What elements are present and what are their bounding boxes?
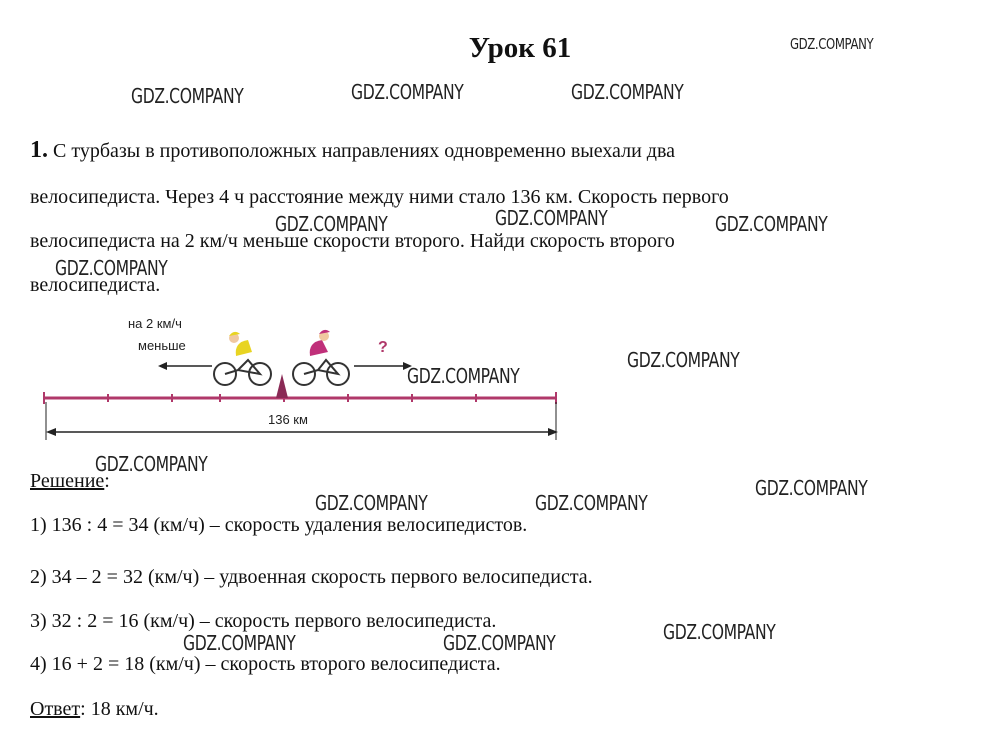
watermark: GDZ.COMPANY xyxy=(315,491,428,515)
distance-arrow-left-icon xyxy=(46,428,56,436)
answer-label: Ответ xyxy=(30,698,81,720)
watermark: GDZ.COMPANY xyxy=(95,452,208,476)
problem-line-2: велосипедиста. Через 4 ч расстояние между ними стало 136 км. Скорость первого xyxy=(30,186,729,208)
problem-line-3: велосипедиста на 2 км/ч меньше скорости второго. Найди скорость второго xyxy=(30,230,675,252)
watermark: GDZ.COMPANY xyxy=(55,256,168,280)
watermark: GDZ.COMPANY xyxy=(131,84,244,108)
watermark: GDZ.COMPANY xyxy=(183,631,296,655)
watermark: GDZ.COMPANY xyxy=(571,80,684,104)
solution-step-1: 1) 136 : 4 = 34 (км/ч) – скорость удаления велосипедистов. xyxy=(30,514,528,536)
slower-label-line-2: меньше xyxy=(138,338,186,353)
answer-line xyxy=(30,698,159,721)
start-marker-icon xyxy=(276,374,288,398)
watermark: GDZ.COMPANY xyxy=(535,491,648,515)
solution-step-4: 4) 16 + 2 = 18 (км/ч) – скорость второго велосипедиста. xyxy=(30,653,501,675)
slower-label-line-1: на 2 км/ч xyxy=(128,316,182,331)
problem-text-1: С турбазы в противоположных направлениях одновременно выехали два xyxy=(53,140,676,162)
slow-arrow-head-icon xyxy=(158,362,167,370)
watermark: GDZ.COMPANY xyxy=(663,620,776,644)
solution-heading-text: Решение xyxy=(30,470,105,492)
watermark: GDZ.COMPANY xyxy=(755,476,868,500)
problem-line-1 xyxy=(30,137,675,164)
watermark: GDZ.COMPANY xyxy=(627,348,740,372)
watermark: GDZ.COMPANY xyxy=(275,212,388,236)
watermark: GDZ.COMPANY xyxy=(351,80,464,104)
unknown-speed-mark: ? xyxy=(378,339,388,356)
cyclist-fast-icon xyxy=(293,330,349,385)
watermark: GDZ.COMPANY xyxy=(715,212,828,236)
watermark: GDZ.COMPANY xyxy=(407,364,520,388)
distance-label: 136 км xyxy=(268,412,308,427)
answer-value: : 18 км/ч. xyxy=(80,698,159,720)
watermark: GDZ.COMPANY xyxy=(495,206,608,230)
solution-step-2: 2) 34 – 2 = 32 (км/ч) – удвоенная скорость первого велосипедиста. xyxy=(30,566,593,588)
problem-line-4: велосипедиста. xyxy=(30,274,161,296)
problem-number: 1. xyxy=(30,137,48,163)
lesson-title: Урок 61 xyxy=(468,32,572,64)
watermark: GDZ.COMPANY xyxy=(790,35,874,53)
watermark: GDZ.COMPANY xyxy=(443,631,556,655)
solution-heading-colon: : xyxy=(104,470,110,492)
cyclist-slow-icon xyxy=(214,332,271,385)
solution-step-3: 3) 32 : 2 = 16 (км/ч) – скорость первого велосипедиста. xyxy=(30,610,497,632)
